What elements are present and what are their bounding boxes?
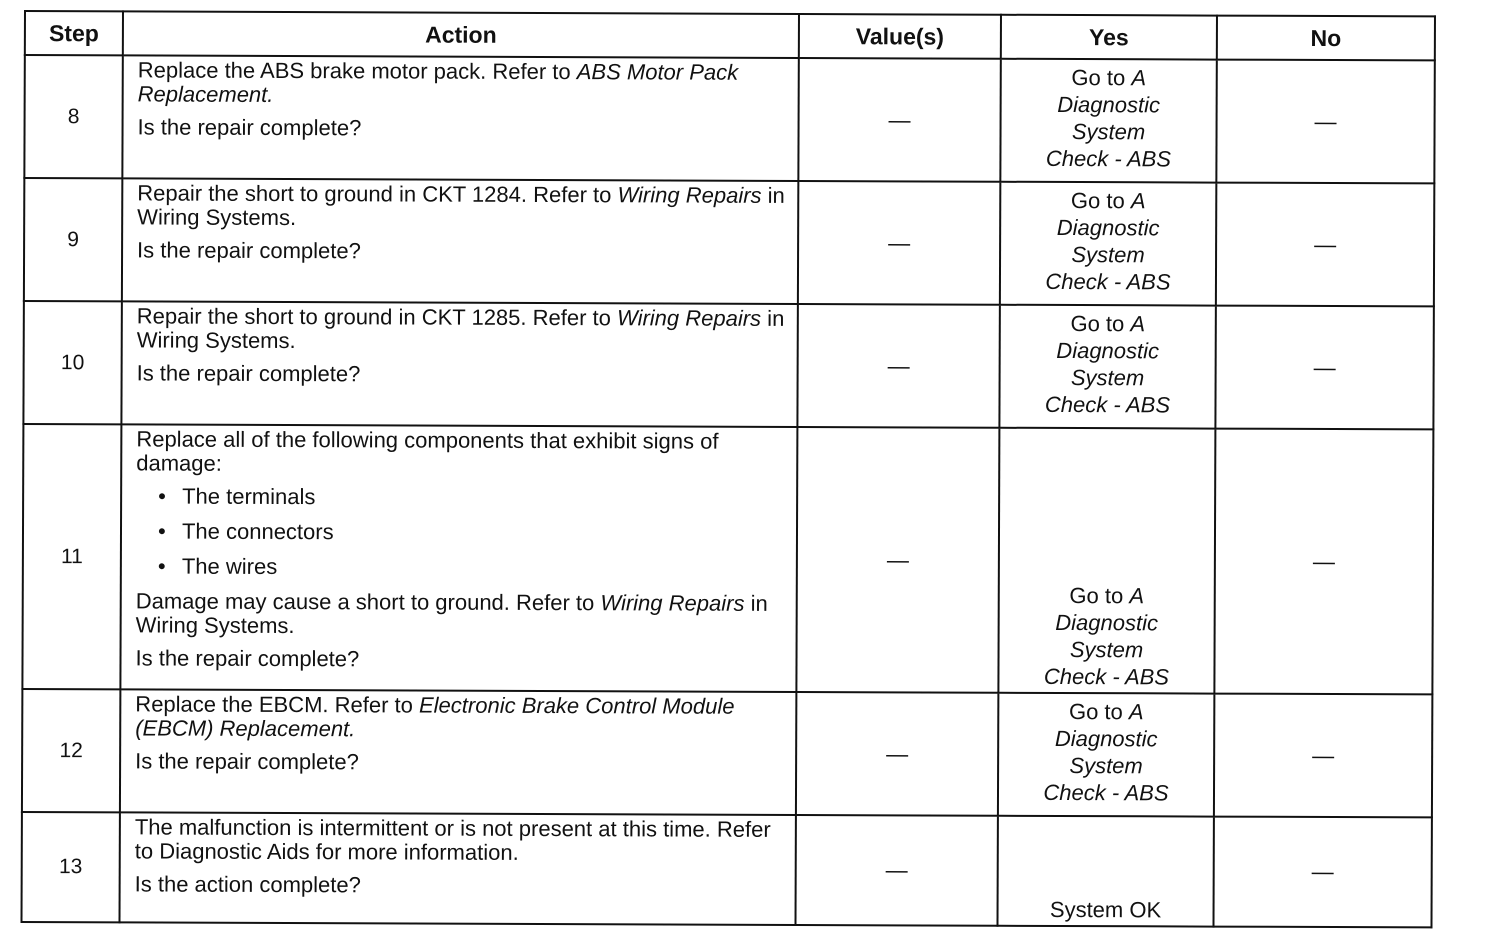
action-cell (120, 424, 797, 692)
reference-link[interactable]: Electronic Brake Control Module (EBCM) Replacement. (135, 692, 735, 742)
value-cell: — (796, 692, 998, 816)
yes-link-line-3[interactable]: System (1071, 119, 1146, 145)
bullet-icon: • (157, 518, 166, 544)
reference-link[interactable]: ABS Motor Pack Replacement. (137, 59, 739, 107)
step-number: 12 (22, 689, 120, 812)
yes-cell[interactable] (999, 305, 1215, 429)
yes-link-line-4[interactable]: Check - ABS (1043, 779, 1169, 806)
action-text-post: in Wiring Systems. (136, 305, 785, 354)
yes-link-line-2[interactable]: Diagnostic (1055, 609, 1159, 636)
yes-goto: Go to (1069, 583, 1130, 609)
no-cell: — (1215, 306, 1433, 430)
header-action: Action (123, 11, 799, 58)
action-text (135, 692, 783, 742)
yes-goto: Go to (1070, 311, 1131, 337)
table-row-step-13 (21, 812, 1431, 927)
action-cell (121, 301, 797, 427)
yes-cell[interactable] (1000, 59, 1216, 183)
yes-link-a[interactable]: A (1128, 699, 1144, 725)
diagnostic-table (20, 10, 1435, 928)
reference-link[interactable]: Wiring Repairs (617, 182, 762, 208)
action-text-pre: Repair the short to ground in CKT 1284. Refer to (137, 180, 618, 208)
yes-cell: System OK (997, 816, 1213, 927)
list-item (158, 485, 784, 511)
action-question: Is the repair complete? (136, 360, 361, 387)
action-cell (122, 55, 798, 181)
step-number: 10 (23, 301, 121, 424)
action-intro: Replace all of the following components that exhibit signs of damage: (136, 426, 719, 476)
reference-link[interactable]: Wiring Repairs (616, 305, 762, 331)
yes-link-line-2[interactable]: Diagnostic (1056, 214, 1160, 241)
action-text (137, 181, 785, 231)
table-row-step-11 (22, 424, 1433, 694)
list-item-text: The connectors (181, 518, 334, 545)
action-text-pre: Replace the EBCM. Refer to (135, 691, 420, 718)
value-cell: — (798, 181, 1000, 305)
bullet-icon: • (157, 553, 166, 579)
action-cell (120, 689, 796, 815)
table-row-step-9 (24, 178, 1434, 306)
list-item-text: The wires (181, 553, 278, 579)
table-row-step-12 (22, 689, 1432, 817)
no-cell: — (1216, 183, 1434, 307)
step-number: 13 (21, 812, 119, 922)
component-list (136, 484, 784, 580)
yes-cell[interactable] (998, 428, 1215, 694)
yes-link-line-4[interactable]: Check - ABS (1044, 391, 1171, 418)
list-item-text: The terminals (182, 483, 316, 510)
yes-link-a[interactable]: A (1130, 311, 1146, 337)
action-cell (122, 178, 798, 304)
yes-link-line-3[interactable]: System (1069, 637, 1144, 663)
no-cell: — (1216, 60, 1434, 184)
yes-goto: Go to (1071, 65, 1132, 91)
yes-link-line-3[interactable]: System (1071, 242, 1145, 268)
yes-goto: Go to (1068, 699, 1129, 725)
yes-link-line-3[interactable]: System (1069, 753, 1143, 779)
yes-link-a[interactable]: A (1131, 65, 1147, 91)
header-values: Value(s) (799, 14, 1001, 59)
no-cell: — (1214, 429, 1433, 695)
bullet-icon: • (158, 483, 166, 509)
yes-cell[interactable] (1000, 182, 1216, 306)
action-question: Is the repair complete? (135, 645, 360, 672)
value-cell: — (797, 304, 999, 428)
yes-link-line-4[interactable]: Check - ABS (1045, 145, 1172, 172)
header-yes: Yes (1001, 15, 1217, 60)
action-text-post: in Wiring Systems. (137, 182, 785, 231)
yes-link-a[interactable]: A (1130, 188, 1146, 214)
no-cell: — (1213, 817, 1431, 928)
no-cell: — (1214, 694, 1432, 818)
value-cell: — (796, 427, 999, 693)
header-step: Step (25, 11, 123, 55)
action-question: Is the action complete? (134, 871, 361, 898)
yes-link-line-4[interactable]: Check - ABS (1043, 663, 1170, 690)
yes-link-line-3[interactable]: System (1070, 365, 1145, 391)
table-header-row (25, 11, 1435, 60)
action-text-pre: Damage may cause a short to ground. Refer to (135, 588, 601, 616)
step-number: 9 (24, 178, 122, 301)
table-row-step-8 (24, 55, 1434, 183)
value-cell: — (798, 58, 1000, 182)
yes-cell[interactable] (998, 693, 1214, 817)
action-text (137, 304, 785, 354)
header-no: No (1217, 16, 1435, 61)
list-item (158, 520, 784, 546)
action-text (135, 815, 783, 865)
list-item (158, 555, 784, 581)
step-number: 8 (24, 55, 122, 178)
action-text (136, 589, 784, 639)
yes-link-line-2[interactable]: Diagnostic (1057, 91, 1161, 118)
action-text (138, 58, 786, 108)
yes-link-line-2[interactable]: Diagnostic (1056, 337, 1160, 364)
value-cell: — (795, 815, 997, 926)
action-question: Is the repair complete? (137, 114, 362, 141)
action-question: Is the repair complete? (135, 748, 359, 775)
yes-link-line-2[interactable]: Diagnostic (1054, 725, 1158, 752)
reference-link[interactable]: Wiring Repairs (600, 590, 745, 616)
action-cell (119, 812, 795, 925)
action-text-post: in Wiring Systems. (135, 590, 768, 639)
step-number: 11 (22, 424, 121, 689)
action-text-pre: The malfunction is intermittent or is not present at this time. Refer to Diagnostic Aids for more information. (134, 814, 771, 865)
action-question: Is the repair complete? (137, 237, 361, 264)
table-row-step-10 (23, 301, 1433, 429)
yes-link-line-4[interactable]: Check - ABS (1045, 268, 1171, 295)
action-text-pre: Replace the ABS brake motor pack. Refer to (137, 57, 577, 85)
yes-link-a[interactable]: A (1129, 583, 1145, 609)
yes-goto: Go to (1070, 188, 1131, 214)
action-text-pre: Repair the short to ground in CKT 1285. Refer to (136, 303, 618, 331)
